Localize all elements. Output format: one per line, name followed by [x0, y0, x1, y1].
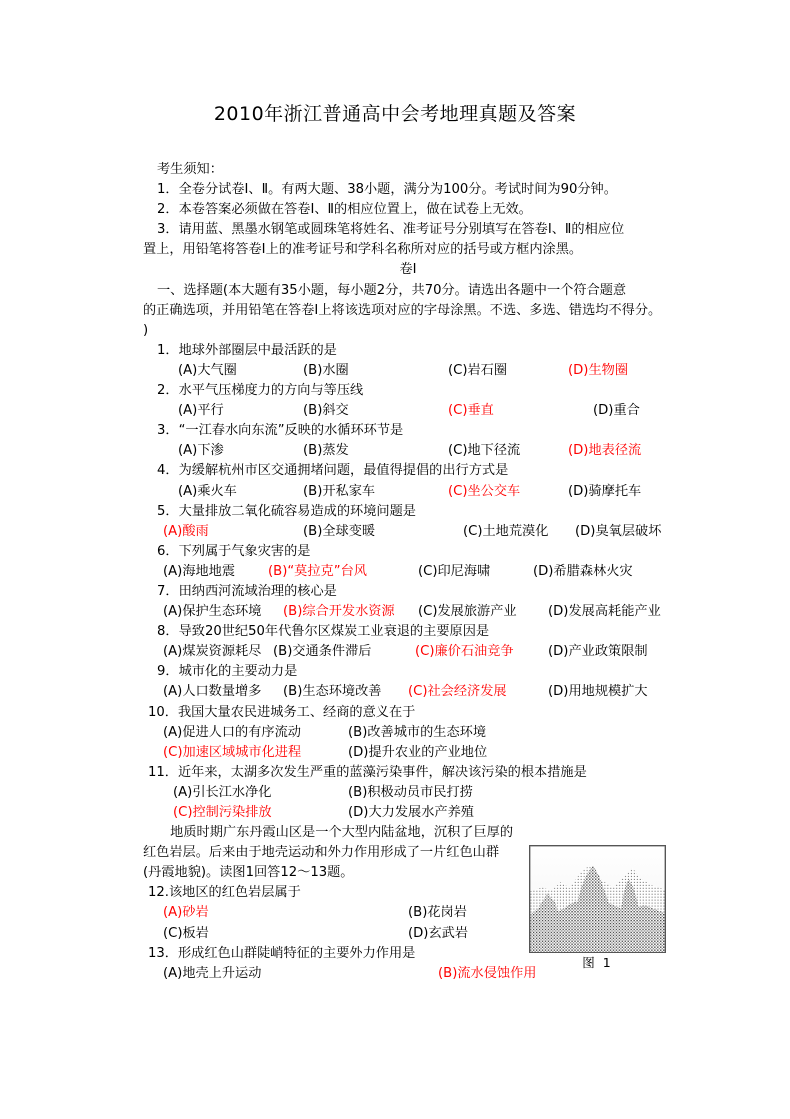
- question-4-option-d[interactable]: (D)骑摩托车: [568, 483, 642, 499]
- question-7-number: 7．: [157, 583, 179, 599]
- question-5-option-c[interactable]: (C)土地荒漠化: [463, 523, 549, 539]
- question-1-options: [143, 361, 673, 381]
- question-11-option-d[interactable]: (D)大力发展水产养殖: [348, 805, 474, 820]
- notice-item-4: 置上，用铅笔将答卷Ⅰ上的准考证号和学科名称所对应的括号或方框内涂黑。: [143, 242, 583, 258]
- question-1-text: 地球外部圈层中最活跃的是: [178, 342, 337, 358]
- question-7-option-a[interactable]: (A)保护生态环境: [163, 604, 262, 620]
- question-2-number: 2．: [157, 383, 179, 399]
- question-11-number: 11．: [148, 764, 178, 780]
- question-3-option-b[interactable]: (B)蒸发: [303, 443, 349, 459]
- question-2-option-a[interactable]: (A)平行: [178, 403, 224, 419]
- question-11-options-row-2: [143, 803, 673, 823]
- question-6-text: 下列属于气象灾害的是: [178, 543, 311, 559]
- question-11-option-b[interactable]: (B)积极动员市民打捞: [348, 784, 473, 800]
- notice-item-3: 3．请用蓝、黑墨水钢笔或圆珠笔将姓名、准考证号分别填写在答卷Ⅰ、Ⅱ的相应位: [157, 222, 625, 238]
- question-10-option-d[interactable]: (D)提升农业的产业地位: [348, 744, 488, 760]
- question-8-number: 8．: [157, 624, 179, 640]
- question-7-option-b[interactable]: (B)综合开发水资源: [283, 604, 395, 620]
- notice-item-2: 2．本卷答案必须做在答卷Ⅰ、Ⅱ的相应位置上，做在试卷上无效。: [157, 202, 532, 218]
- question-9-option-a[interactable]: (A)人口数量增多: [163, 684, 262, 700]
- question-3-options: [143, 441, 673, 461]
- question-6-option-a[interactable]: (A)海地地震: [163, 563, 236, 579]
- figure-1: [529, 845, 666, 972]
- question-2-option-b[interactable]: (B)斜交: [303, 403, 349, 419]
- question-2-stem: [143, 381, 673, 401]
- question-3-stem: [143, 421, 673, 441]
- section-intro-line-1: 一、选择题(本大题有35小题，每小题2分，共70分。请选出各题中一个符合题意: [157, 282, 627, 298]
- question-7-option-c[interactable]: (C)发展旅游产业: [418, 604, 517, 620]
- question-12-option-b[interactable]: (B)花岗岩: [408, 905, 467, 921]
- question-11-options-row-1: [143, 783, 673, 803]
- question-4-stem: [143, 461, 673, 481]
- question-13-number: 13．: [148, 945, 178, 961]
- question-1-option-a[interactable]: (A)大气圈: [178, 362, 237, 378]
- question-6-stem: [143, 542, 673, 562]
- question-12-option-a[interactable]: (A)砂岩: [163, 905, 209, 921]
- question-13-text: 形成红色山群陡峭特征的主要外力作用是: [177, 945, 416, 961]
- question-10-stem: [143, 703, 673, 723]
- question-8-option-a[interactable]: (A)煤炭资源耗尽: [163, 644, 262, 660]
- question-9-number: 9．: [157, 664, 179, 680]
- question-10-option-a[interactable]: (A)促进人口的有序流动: [163, 724, 301, 740]
- question-2-options: [143, 401, 673, 421]
- question-3-number: 3．: [157, 423, 179, 439]
- question-3-option-a[interactable]: (A)下渗: [178, 443, 224, 459]
- question-9-option-d[interactable]: (D)用地规模扩大: [548, 684, 648, 700]
- question-6-option-c[interactable]: (C)印尼海啸: [418, 563, 491, 579]
- question-9-options: [143, 682, 673, 702]
- page-title: 2010年浙江普通高中会考地理真题及答案: [213, 103, 577, 125]
- notice-heading: 考生须知：: [157, 162, 223, 177]
- question-10-options-row-2: [143, 743, 673, 763]
- question-13-option-b[interactable]: (B)流水侵蚀作用: [438, 965, 537, 981]
- question-6-number: 6．: [157, 543, 179, 559]
- question-10-options-row-1: [143, 723, 673, 743]
- question-10-option-b[interactable]: (B)改善城市的生态环境: [348, 724, 487, 740]
- question-2-option-d[interactable]: (D)重合: [593, 403, 640, 419]
- question-5-stem: [143, 502, 673, 522]
- danxia-landform-svg: [530, 846, 665, 952]
- question-3-text: “一江春水向东流”反映的水循环环节是: [178, 423, 404, 439]
- question-9-text: 城市化的主要动力是: [178, 664, 298, 680]
- question-1-number: 1．: [157, 342, 179, 358]
- question-1-stem: [143, 341, 673, 361]
- question-8-option-c[interactable]: (C)廉价石油竞争: [415, 644, 514, 660]
- question-5-text: 大量排放二氧化硫容易造成的环境问题是: [178, 503, 416, 519]
- question-12-text: 该地区的红色岩层属于: [168, 885, 301, 901]
- question-11-option-a[interactable]: (A)引长江水净化: [173, 784, 272, 800]
- question-9-option-c[interactable]: (C)社会经济发展: [408, 684, 507, 700]
- question-12-option-d[interactable]: (D)玄武岩: [408, 925, 469, 941]
- question-10-text: 我国大量农民进城务工、经商的意义在于: [177, 704, 416, 720]
- question-10-number: 10．: [148, 704, 178, 720]
- question-4-text: 为缓解杭州市区交通拥堵问题，最值得提倡的出行方式是: [178, 463, 509, 479]
- question-5-option-a[interactable]: (A)酸雨: [163, 523, 209, 539]
- question-9-stem: [143, 662, 673, 682]
- question-7-text: 田纳西河流域治理的核心是: [178, 583, 337, 599]
- question-3-option-c[interactable]: (C)地下径流: [448, 443, 521, 459]
- question-5-options: [143, 522, 673, 542]
- question-5-number: 5．: [157, 503, 179, 519]
- passage-line-1: 地质时期广东丹霞山区是一个大型内陆盆地，沉积了巨厚的: [157, 825, 514, 841]
- passage-line-2: 红色岩层。后来由于地壳运动和外力作用形成了一片红色山群: [143, 845, 500, 861]
- question-3-option-d[interactable]: (D)地表径流: [568, 443, 642, 459]
- question-8-stem: [143, 622, 673, 642]
- danxia-landform-photo: [529, 845, 666, 953]
- notice-item-1: 1．全卷分试卷Ⅰ、Ⅱ。有两大题、38小题，满分为100分。考试时间为90分钟。: [157, 182, 617, 198]
- question-12-option-c[interactable]: (C)板岩: [163, 925, 209, 941]
- figure-1-caption: 图 1: [582, 955, 613, 970]
- section-intro-line-3: ): [143, 322, 149, 338]
- question-2-option-c[interactable]: (C)垂直: [448, 403, 494, 419]
- question-8-option-d[interactable]: (D)产业政策限制: [548, 644, 648, 660]
- question-10-option-c[interactable]: (C)加速区域城市化进程: [163, 744, 302, 760]
- question-11-stem: [143, 763, 673, 783]
- question-6-option-d[interactable]: (D)希腊森林火灾: [533, 563, 633, 579]
- question-8-text: 导致20世纪50年代鲁尔区煤炭工业衰退的主要原因是: [178, 624, 490, 640]
- question-4-options: [143, 482, 673, 502]
- question-8-option-b[interactable]: (B)交通条件滞后: [273, 644, 372, 660]
- passage-line-3: (丹霞地貌)。读图1回答12～13题。: [143, 865, 354, 881]
- question-8-options: [143, 642, 673, 662]
- question-7-stem: [143, 582, 673, 602]
- question-11-text: 近年来，太湖多次发生严重的蓝藻污染事件，解决该污染的根本措施是: [177, 764, 587, 780]
- question-4-option-c[interactable]: (C)坐公交车: [448, 483, 521, 499]
- question-2-text: 水平气压梯度力的方向与等压线: [178, 383, 364, 399]
- question-6-option-b[interactable]: (B)“莫拉克”台风: [268, 563, 367, 579]
- question-12-number: 12.: [148, 885, 169, 901]
- question-6-options: [143, 562, 673, 582]
- question-1-option-c[interactable]: (C)岩石圈: [448, 362, 508, 378]
- question-9-option-b[interactable]: (B)生态环境改善: [283, 684, 382, 700]
- question-4-number: 4．: [157, 463, 179, 479]
- question-7-options: [143, 602, 673, 622]
- question-13-option-a[interactable]: (A)地壳上升运动: [163, 965, 262, 981]
- question-4-option-a[interactable]: (A)乘火车: [178, 483, 237, 499]
- paper-label: 卷Ⅰ: [399, 262, 417, 278]
- section-intro-line-2: 的正确选项，并用铅笔在答卷Ⅰ上将该选项对应的字母涂黑。不选、多选、错选均不得分。: [143, 302, 662, 318]
- question-11-option-c[interactable]: (C)控制污染排放: [173, 805, 272, 820]
- question-7-option-d[interactable]: (D)发展高耗能产业: [548, 604, 661, 620]
- question-1-option-d[interactable]: (D)生物圈: [568, 362, 629, 378]
- question-5-option-d[interactable]: (D)臭氧层破坏: [575, 523, 662, 539]
- question-4-option-b[interactable]: (B)开私家车: [303, 483, 376, 499]
- question-1-option-b[interactable]: (B)水圈: [303, 362, 349, 378]
- question-5-option-b[interactable]: (B)全球变暖: [303, 523, 376, 539]
